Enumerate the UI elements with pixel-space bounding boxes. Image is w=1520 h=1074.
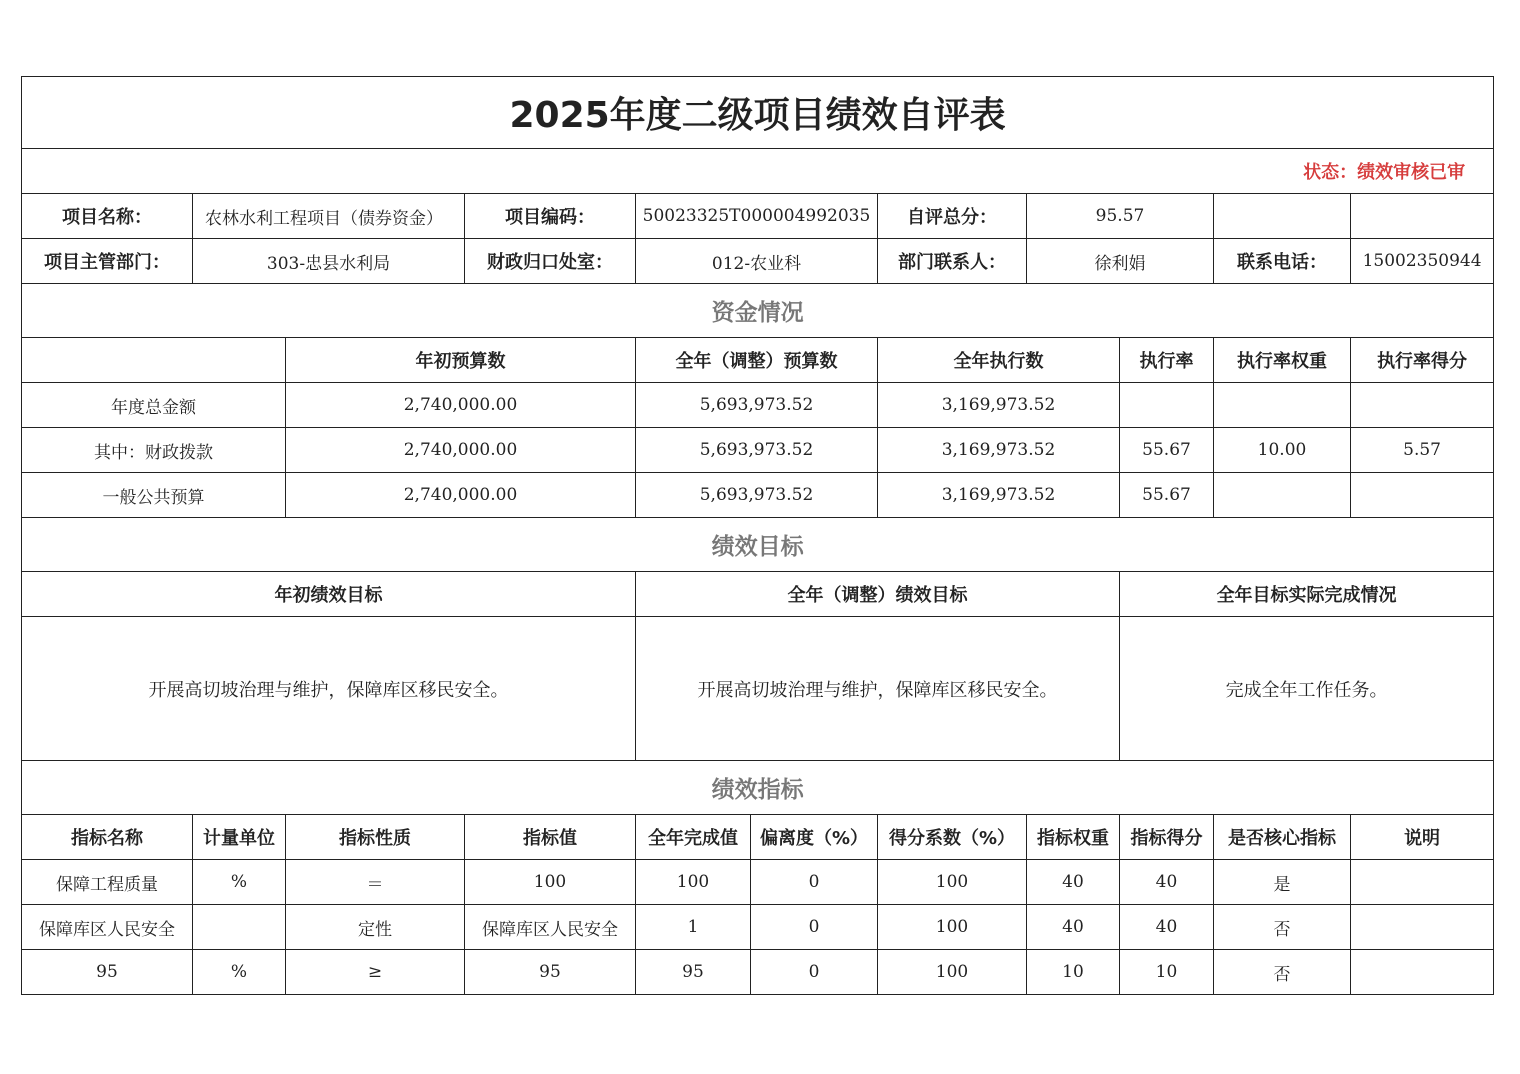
funds-cell: 5.57 xyxy=(1351,428,1494,473)
self-score-label: 自评总分： xyxy=(878,194,1027,239)
ind-header-nature: 指标性质 xyxy=(286,815,465,860)
funds-header-initial: 年初预算数 xyxy=(286,338,636,383)
funds-header-blank xyxy=(22,338,286,383)
ind-header-coef: 得分系数（%） xyxy=(878,815,1027,860)
funds-header-executed: 全年执行数 xyxy=(878,338,1120,383)
funds-section-title: 资金情况 xyxy=(22,284,1494,338)
ind-cell: 0 xyxy=(751,860,878,905)
funds-cell: 2,740,000.00 xyxy=(286,473,636,518)
goal-adjusted-text: 开展高切坡治理与维护，保障库区移民安全。 xyxy=(636,617,1120,761)
funds-row-label: 其中：财政拨款 xyxy=(22,428,286,473)
ind-cell: 100 xyxy=(878,950,1027,995)
project-name-label: 项目名称： xyxy=(22,194,193,239)
ind-cell xyxy=(1351,950,1494,995)
goal-initial-text: 开展高切坡治理与维护，保障库区移民安全。 xyxy=(22,617,636,761)
evaluation-sheet xyxy=(21,76,1493,995)
funds-cell: 3,169,973.52 xyxy=(878,383,1120,428)
evaluation-table xyxy=(21,76,1494,995)
ind-header-done: 全年完成值 xyxy=(636,815,751,860)
ind-cell: % xyxy=(193,950,286,995)
ind-cell: ＝ xyxy=(286,860,465,905)
funds-cell: 3,169,973.52 xyxy=(878,473,1120,518)
table-row xyxy=(22,860,1494,905)
ind-cell: 100 xyxy=(878,905,1027,950)
funds-cell: 2,740,000.00 xyxy=(286,428,636,473)
ind-cell xyxy=(1351,905,1494,950)
funds-cell xyxy=(1214,383,1351,428)
funds-cell: 2,740,000.00 xyxy=(286,383,636,428)
contact-label: 部门联系人： xyxy=(878,239,1027,284)
funds-header-weight: 执行率权重 xyxy=(1214,338,1351,383)
ind-cell: 40 xyxy=(1120,905,1214,950)
ind-cell: 定性 xyxy=(286,905,465,950)
funds-cell: 5,693,973.52 xyxy=(636,383,878,428)
project-code-value: 50023325T000004992035 xyxy=(636,194,878,239)
table-row xyxy=(22,905,1494,950)
funds-header-adjusted: 全年（调整）预算数 xyxy=(636,338,878,383)
goals-header-adjusted: 全年（调整）绩效目标 xyxy=(636,572,1120,617)
phone-value: 15002350944 xyxy=(1351,239,1494,284)
table-row xyxy=(22,383,1494,428)
ind-cell: 100 xyxy=(878,860,1027,905)
funds-cell: 55.67 xyxy=(1120,428,1214,473)
funds-cell xyxy=(1214,473,1351,518)
funds-cell xyxy=(1120,383,1214,428)
ind-cell: 是 xyxy=(1214,860,1351,905)
ind-header-weight: 指标权重 xyxy=(1027,815,1120,860)
empty-cell xyxy=(1351,194,1494,239)
table-row xyxy=(22,950,1494,995)
funds-header-rate: 执行率 xyxy=(1120,338,1214,383)
ind-cell: ≥ xyxy=(286,950,465,995)
ind-cell: 100 xyxy=(465,860,636,905)
ind-cell: 10 xyxy=(1120,950,1214,995)
table-row xyxy=(22,428,1494,473)
funds-row-label: 年度总金额 xyxy=(22,383,286,428)
project-name-value: 农林水利工程项目（债券资金） xyxy=(193,194,465,239)
ind-cell: 保障库区人民安全 xyxy=(22,905,193,950)
funds-cell: 5,693,973.52 xyxy=(636,473,878,518)
ind-cell: 40 xyxy=(1027,905,1120,950)
finance-label: 财政归口处室： xyxy=(465,239,636,284)
ind-header-core: 是否核心指标 xyxy=(1214,815,1351,860)
dept-value: 303-忠县水利局 xyxy=(193,239,465,284)
ind-cell: 0 xyxy=(751,905,878,950)
phone-label: 联系电话： xyxy=(1214,239,1351,284)
ind-header-note: 说明 xyxy=(1351,815,1494,860)
empty-cell xyxy=(1214,194,1351,239)
dept-label: 项目主管部门： xyxy=(22,239,193,284)
ind-cell: 保障工程质量 xyxy=(22,860,193,905)
funds-cell: 3,169,973.52 xyxy=(878,428,1120,473)
ind-cell: 95 xyxy=(22,950,193,995)
indicators-section-title: 绩效指标 xyxy=(22,761,1494,815)
ind-cell: 10 xyxy=(1027,950,1120,995)
ind-cell: 0 xyxy=(751,950,878,995)
self-score-value: 95.57 xyxy=(1027,194,1214,239)
ind-cell: 40 xyxy=(1120,860,1214,905)
ind-cell: 否 xyxy=(1214,950,1351,995)
funds-cell: 10.00 xyxy=(1214,428,1351,473)
ind-cell: 95 xyxy=(465,950,636,995)
contact-value: 徐利娟 xyxy=(1027,239,1214,284)
ind-cell xyxy=(1351,860,1494,905)
funds-cell: 55.67 xyxy=(1120,473,1214,518)
project-code-label: 项目编码： xyxy=(465,194,636,239)
funds-cell xyxy=(1351,473,1494,518)
funds-header-score: 执行率得分 xyxy=(1351,338,1494,383)
ind-cell: 40 xyxy=(1027,860,1120,905)
goals-section-title: 绩效目标 xyxy=(22,518,1494,572)
ind-header-name: 指标名称 xyxy=(22,815,193,860)
ind-cell: 95 xyxy=(636,950,751,995)
ind-cell: 保障库区人民安全 xyxy=(465,905,636,950)
ind-cell: 100 xyxy=(636,860,751,905)
ind-header-deviation: 偏离度（%） xyxy=(751,815,878,860)
page-title: 2025年度二级项目绩效自评表 xyxy=(22,77,1494,149)
funds-row-label: 一般公共预算 xyxy=(22,473,286,518)
ind-cell: 1 xyxy=(636,905,751,950)
ind-cell: 否 xyxy=(1214,905,1351,950)
finance-value: 012-农业科 xyxy=(636,239,878,284)
ind-cell: % xyxy=(193,860,286,905)
ind-cell xyxy=(193,905,286,950)
goals-header-initial: 年初绩效目标 xyxy=(22,572,636,617)
status-badge: 状态：绩效审核已审 xyxy=(22,149,1494,194)
goal-actual-text: 完成全年工作任务。 xyxy=(1120,617,1494,761)
funds-cell xyxy=(1351,383,1494,428)
table-row xyxy=(22,473,1494,518)
ind-header-unit: 计量单位 xyxy=(193,815,286,860)
funds-cell: 5,693,973.52 xyxy=(636,428,878,473)
goals-header-actual: 全年目标实际完成情况 xyxy=(1120,572,1494,617)
ind-header-value: 指标值 xyxy=(465,815,636,860)
ind-header-score: 指标得分 xyxy=(1120,815,1214,860)
